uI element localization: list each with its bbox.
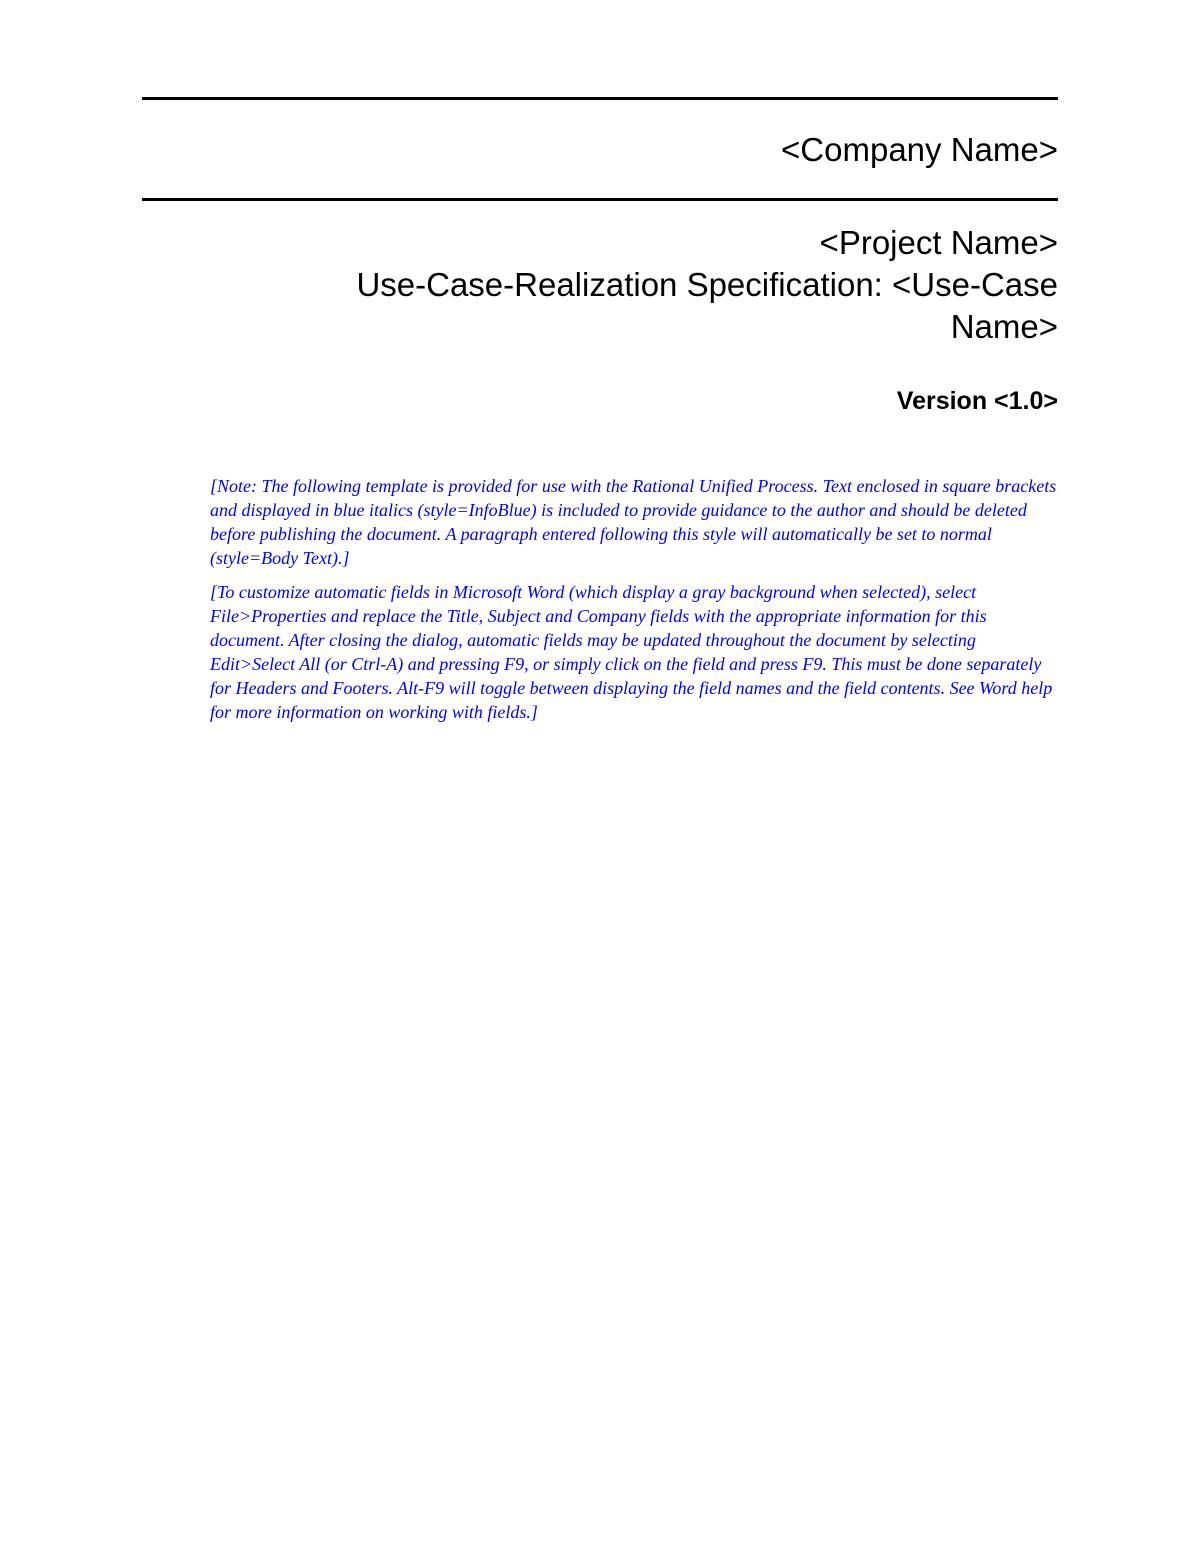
spec-title-line-1: Use-Case-Realization Specification: <Use-Case: [356, 266, 1058, 303]
middle-rule: [142, 198, 1058, 201]
spec-title-line-2: Name>: [950, 308, 1058, 345]
fields-guidance-note: [To customize automatic fields in Microsoft Word (which display a gray background when selected), select File>Properties and replace the Title, Subject and Company fields with the appropriate information for this document. After closing the dialog, automatic fields may be updated throughout the document by selecting Edit>Select All (or Ctrl-A) and pressing F9, or simply click on the field and press F9. This must be done separately for Headers and Footers. Alt-F9 will toggle between displaying the field names and the field contents. See Word help for more information on working with fields.]: [210, 582, 1053, 722]
template-note: [Note: The following template is provided for use with the Rational Unified Process. Text enclosed in square brackets and displayed in blue italics (style=InfoBlue) is included to provide guidance to the author and should be deleted before publishing the document. A paragraph entered following this style will automatically be set to normal (style=Body Text).]: [210, 476, 1057, 568]
project-name: <Project Name>: [819, 224, 1058, 261]
company-name: <Company Name>: [781, 131, 1058, 168]
top-rule: [142, 97, 1058, 100]
version-label: Version <1.0>: [896, 387, 1058, 415]
document-title: [142, 222, 1058, 348]
